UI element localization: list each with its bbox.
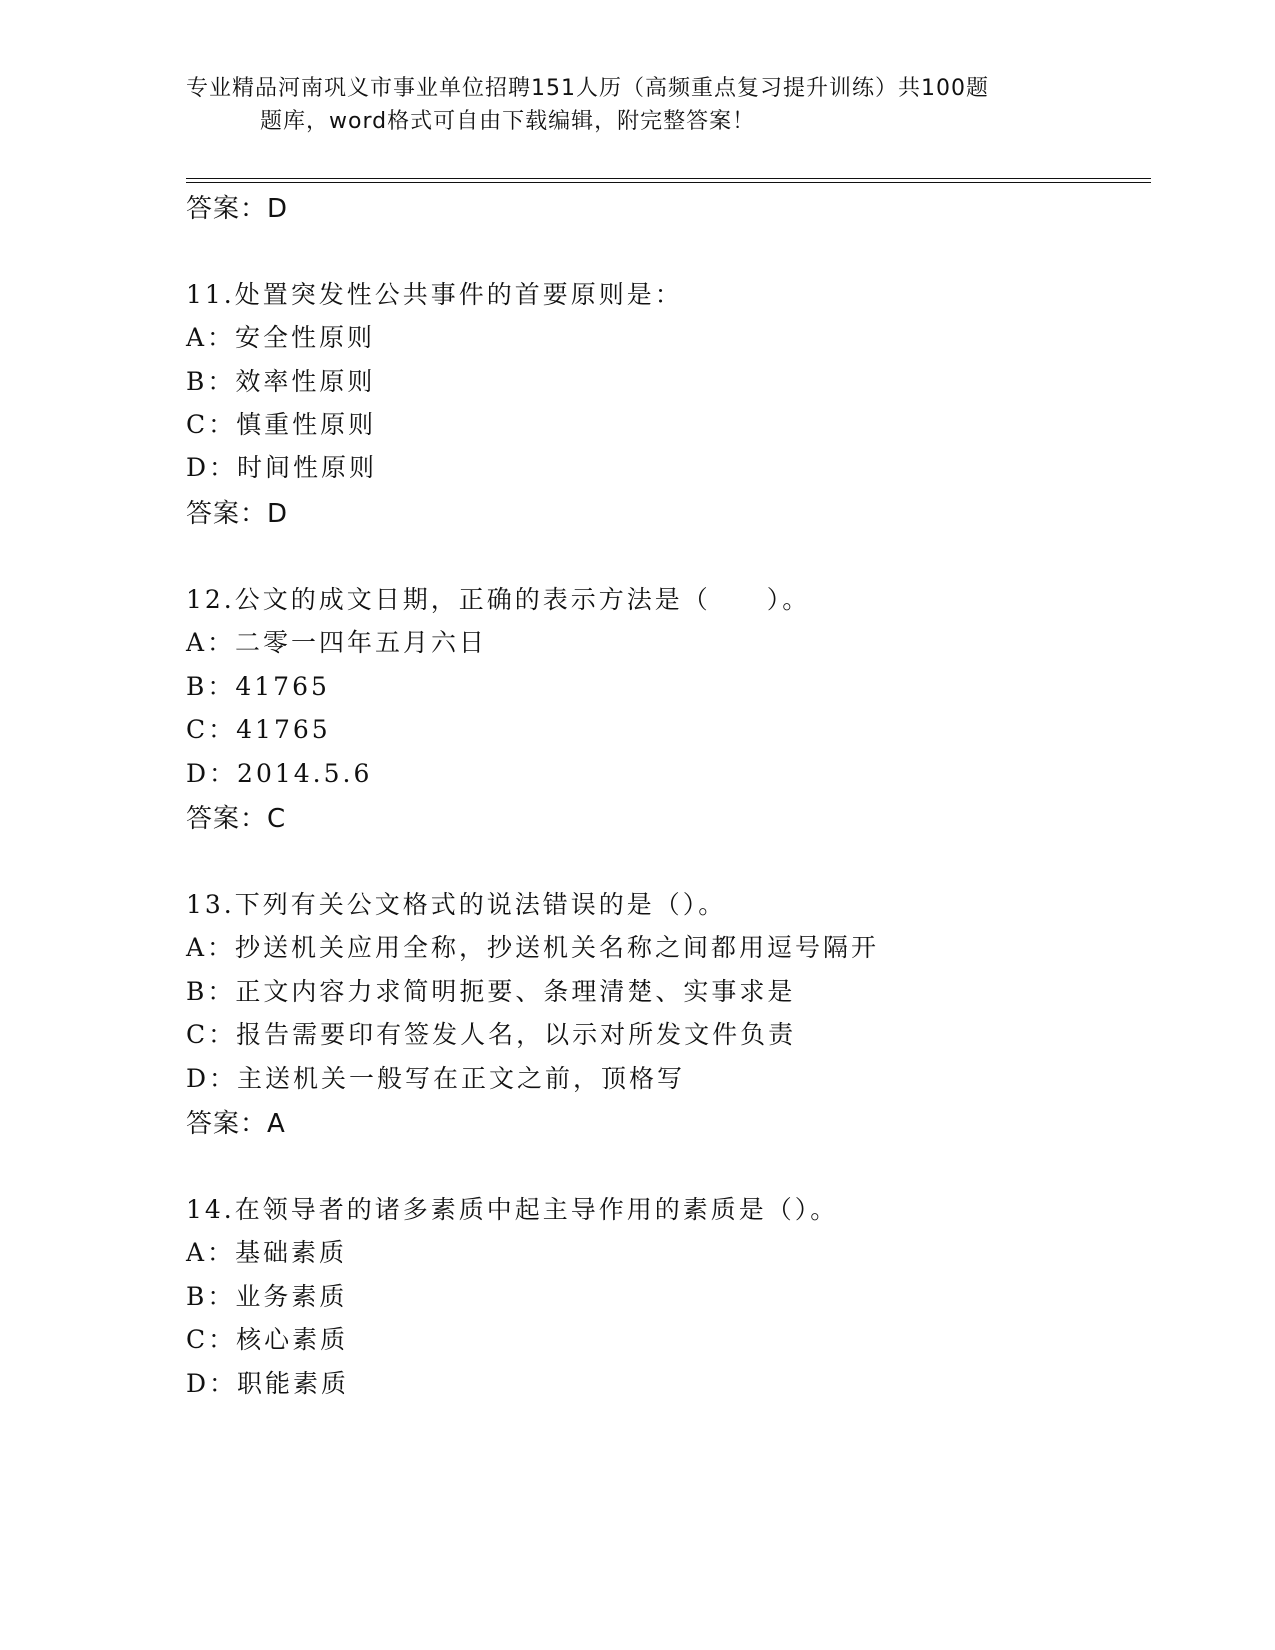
option-14-c: C：核心素质: [186, 1325, 349, 1354]
option-11-d: D：时间性原则: [186, 453, 378, 482]
option-13-a: A：抄送机关应用全称，抄送机关名称之间都用逗号隔开: [186, 933, 880, 962]
answer-q11: 答案：D: [186, 499, 289, 529]
option-11-a: A：安全性原则: [186, 323, 376, 352]
option-14-a: A：基础素质: [186, 1238, 348, 1267]
question-stem-12: 12.公文的成文日期，正确的表示方法是（ ）。: [186, 585, 811, 614]
option-12-d: D：2014.5.6: [186, 759, 373, 788]
option-13-d: D：主送机关一般写在正文之前，顶格写: [186, 1064, 686, 1093]
option-14-b: B：业务素质: [186, 1282, 348, 1311]
header-divider-bottom: [186, 182, 1151, 183]
header-title-line-2: 题库，word格式可自由下载编辑，附完整答案！: [260, 109, 756, 134]
option-11-b: B：效率性原则: [186, 367, 376, 396]
answer-q13: 答案：A: [186, 1109, 286, 1139]
option-13-c: C：报告需要印有签发人名，以示对所发文件负责: [186, 1020, 797, 1049]
question-stem-13: 13.下列有关公文格式的说法错误的是（）。: [186, 890, 727, 919]
answer-q12: 答案：C: [186, 804, 287, 834]
option-12-b: B：41765: [186, 672, 330, 701]
option-11-c: C：慎重性原则: [186, 410, 377, 439]
question-stem-14: 14.在领导者的诸多素质中起主导作用的素质是（）。: [186, 1195, 839, 1224]
option-12-a: A：二零一四年五月六日: [186, 628, 488, 657]
option-14-d: D：职能素质: [186, 1369, 350, 1398]
header-title-line-1: 专业精品河南巩义市事业单位招聘151人历（高频重点复习提升训练）共100题: [186, 76, 989, 101]
question-stem-11: 11.处置突发性公共事件的首要原则是：: [186, 280, 683, 309]
header-divider-top: [186, 178, 1151, 179]
answer-q10: 答案：D: [186, 194, 289, 224]
page-header: [186, 72, 1066, 138]
option-12-c: C：41765: [186, 715, 331, 744]
option-13-b: B：正文内容力求简明扼要、条理清楚、实事求是: [186, 977, 796, 1006]
